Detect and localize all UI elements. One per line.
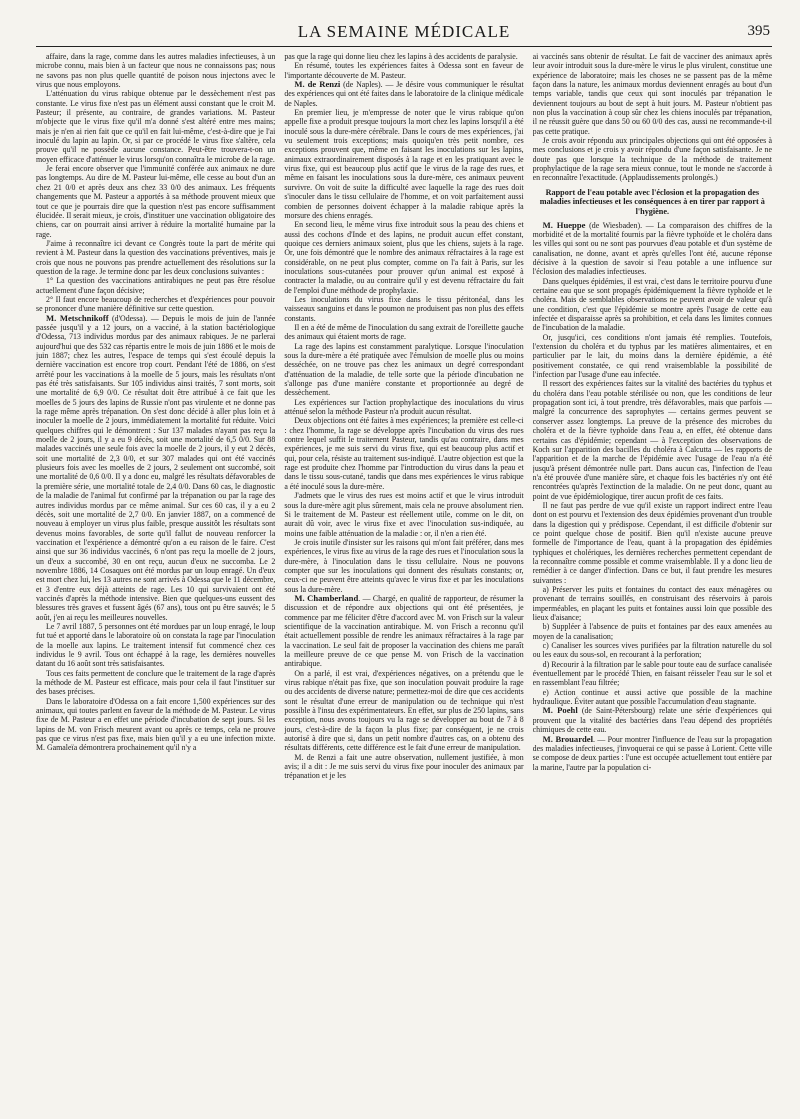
paragraph-text: affaire, dans la rage, comme dans les autres maladies infectieuses, à un microbe connu, mais bien à un facteur que nous ne connaissons pas; nous ne savons pas non plus quelle quantité de poison nous injectons avec le virus que nous employons. <box>36 52 276 90</box>
publication-title: LA SEMAINE MÉDICALE <box>297 22 511 41</box>
paragraph-text: Le 7 avril 1887, 5 personnes ont été mordues par un loup enragé, le loup fut tué et apporté dans le laboratoire où on constata la rage par l'inoculation de la moelle aux lapins. Le traitement intensif fut commencé chez ces individus le 9 avril. Tous ont échappé à la rage, les dernières nouvelles datant du 16 août sont très satisfaisantes. <box>36 621 276 669</box>
speaker-name: M. de Renzi <box>294 79 341 90</box>
paragraph <box>533 585 772 622</box>
paragraph <box>36 314 275 622</box>
paragraph <box>36 669 275 697</box>
paragraph <box>533 221 772 277</box>
paragraph <box>284 538 523 594</box>
paragraph-text: (de Wiesbaden). — La comparaison des chiffres de la morbidité et de la mortalité fournis par la fièvre typhoïde et le choléra dans les villes qui sont ou ne sont pas pourvues d'eau potable et d'un système de canalisation, ne donne, avant et après qu'elles l'ont été, aucune réponse décisive à la question de savoir si l'eau potable a une influence sur l'éclosion des maladies infectieuses. <box>532 220 772 277</box>
paragraph <box>284 80 523 108</box>
paragraph <box>533 688 772 707</box>
paragraph-text: On a parlé, il est vrai, d'expériences négatives, on a prétendu que le virus rabique n'était pas fixe, que son inoculation pouvait produire la rage ou des accidents de diverse nature; permettez-moi de dire que ces accidents sont le résultat d'une erreur de manipulation ou de technique qui n'est possible à l'insu des expérimentateurs. En effet, sur plus de 250 lapins, sans exception, nous avons toujours vu la rage se développer au bout de 7 à 8 jours, c'est-à-dire de la façon la plus fixe; par conséquent, je ne crois autorisé à dire que si, dans un petit nombre d'autres cas, on a obtenu des résultats différents, cette différence est le fait d'une erreur de manipulation. <box>284 668 524 753</box>
paragraph <box>533 501 772 585</box>
paragraph <box>533 622 772 641</box>
text-columns <box>36 52 772 1112</box>
paragraph-text: 1° La question des vaccinations antirabiques ne peut pas être résolue actuellement d'une façon décisive; <box>36 276 276 295</box>
paragraph-text: M. de Renzi a fait une autre observation, nullement justifiée, à mon avis; il a dit : Je me suis servi du virus fixe pour inoculer des animaux par trépanation et je les <box>284 752 524 781</box>
paragraph-text: e) Action continue et aussi active que possible de la machine hydraulique. Éviter autant que possible l'accumulation d'eau stagnante. <box>532 687 772 707</box>
paragraph <box>533 735 772 772</box>
paragraph-text: Tous ces faits permettent de conclure que le traitement de la rage d'après la méthode de M. Pasteur est efficace, mais pour cela il faut l'instituer sur des bases précises. <box>36 668 276 697</box>
paragraph <box>36 295 275 314</box>
paragraph-text: Or, jusqu'ici, ces conditions n'ont jamais été remplies. Toutefois, l'extension du choléra et du typhus par les matières alimentaires, et en particulier par le lait, du moins dans la dernière épidémie, a été positivement constatée, ce qui rend vraisemblable la possibilité de l'infection par l'usage d'une eau infectée. <box>532 332 772 380</box>
paragraph <box>36 276 275 295</box>
paragraph-text: J'admets que le virus des rues est moins actif et que le virus introduit sous la dure-mère agit plus sûrement, mais cela ne prouve absolument rien. Si le traitement de M. Pasteur est réellement utile, comme on le dit, on aurait dû voir, avec le virus fixe et avec l'inoculation sus-indiquée, au moins une faible atténuation de la maladie : or, il n'en a rien été. <box>284 491 524 538</box>
paragraph-text: Je crois inutile d'insister sur les raisons qui m'ont fait préférer, dans mes expériences, le virus fixe au virus de la rage des rues et l'inoculation sous la dure-mère, à l'inoculation dans le tissu cellulaire. Nous ne pouvons compter que sur les inoculations qui donnent des résultats constants; or, ceux-ci ne peuvent être atteints qu'avec le virus fixe et par les inoculations sous la dure-mère. <box>284 537 524 594</box>
paragraph <box>533 136 772 183</box>
paragraph <box>284 669 523 753</box>
paragraph-text: En premier lieu, je m'empresse de noter que le virus rabique qu'on appelle fixe a produit presque toujours la mort chez les lapins lorsqu'il a été inoculé sous la dure-mère cérébrale. Dans le cours de mes expériences, j'ai vu seulement trois exceptions; mais quoiqu'en très petit nombre, ces exceptions prouvent que, même en faisant les inoculations sur les lapins, animaux extraordinairement disposés à la rage et en les pratiquant avec le virus fixe, qui est beaucoup plus actif que le virus de la rage des rues, et même en faisant les inoculations sous la dure-mère, ces animaux peuvent survivre. On voit de suite la difficulté avec laquelle la rage des rues doit s'inoculer dans le tissu cellulaire de l'homme, et on voit parfaitement aussi combien de personnes doivent échapper à la maladie rabique après la morsure des chiens enragés. <box>284 108 524 220</box>
paragraph <box>284 295 523 323</box>
speaker-name: M. Poehl <box>542 705 578 716</box>
paragraph-text: Dans quelques épidémies, il est vrai, c'est dans le territoire pourvu d'une certaine eau que se sont propagés épidémiquement la fièvre typhoïde et le choléra. Mais de semblables observations ne peuvent avoir de valeur qu'à une condition, c'est que l'épidémie se montre après l'usage de cette eau infectée et disparaisse après sa prohibition, et cela dans les limites connues de l'incubation de la maladie. <box>532 276 772 333</box>
paragraph-text: La rage des lapins est constamment paralytique. Lorsque l'inoculation sous la dure-mère a été pratiquée avec l'émulsion de moelle plus ou moins desséchée, on ne trouve pas chez les animaux un degré correspondant d'atténuation de la maladie, de telle sorte que la période d'incubation ne s'allonge pas d'une manière constante et proportionnée au degré de dessèchement. <box>284 341 524 398</box>
paragraph <box>533 277 772 333</box>
paragraph <box>533 706 772 734</box>
paragraph <box>36 622 275 669</box>
paragraph-text: L'atténuation du virus rabique obtenue par le dessèchement n'est pas constante. Le virus fixe n'est pas un élément aussi constant que le croit M. Pasteur; il présente, au contraire, de grandes variations. M. Pasteur m'objecte que le virus fixe qu'il m'a donné s'est altéré entre mes mains; mais je n'en ai rien fait que ce qu'il en fait lui-même, c'est-à-dire que je l'ai inoculé du lapin au lapin. Or, si par ce procédé le virus fixe s'altère, cela prouve qu'il ne possède aucune constance. Peut-être trouvera-t-on un moyen efficace d'atténuer le virus lorsqu'on connaîtra le microbe de la rage. <box>36 89 276 164</box>
paragraph-text: Dans le laboratoire d'Odessa on a fait encore 1,500 expériences sur des animaux, qui toutes parlent en faveur de la méthode de M. Pasteur. Le virus fixe de M. Pasteur a en effet une période d'incubation de sept jours. Si les lapins de M. von Frisch meurent avant ou après ce temps, cela ne prouve pas que ce virus n'est pas fixe, mais bien qu'il y a eu une infection mixte. M. Gamaleïa démontrera prochainement qu'il n'y a <box>36 696 276 753</box>
paragraph <box>36 164 275 239</box>
paragraph-text: (de Saint-Pétersbourg) relate une série d'expériences qui prouvent que la vitalité des bactéries dans l'eau dépend des propriétés chimiques de cette eau. <box>532 706 772 735</box>
paragraph <box>284 61 523 80</box>
paragraph-text: Il ne faut pas perdre de vue qu'il existe un rapport indirect entre l'eau dont on est pourvu et l'extension des deux épidémies provenant d'un trouble dans la digestion qui y prédispose. Cependant, il est difficile d'obtenir sur ce point quelque chose de positif. Bien qu'il n'existe aucune preuve formelle de l'importance de l'eau, quant à la propagation des épidémies typhiques et cholériques, les dernières recherches permettent cependant de la reconnaître comme possible et comme vraisemblable. Il y a donc lieu de remédier à ce danger d'infection. Dans ce but, il faut prendre les mesures suivantes : <box>532 500 772 585</box>
paragraph <box>284 398 523 417</box>
paragraph-text: . — Pour montrer l'influence de l'eau sur la propagation des maladies infectieuses, j'invoquerai ce qui se passe à Lorient. Cette ville se compose de deux parties : l'une est occupée actuellement tout entière par la marine, l'autre par la population ci- <box>532 734 772 772</box>
speaker-name: M. Chamberland <box>294 592 359 603</box>
page-header <box>36 16 772 47</box>
paragraph-text: Je crois avoir répondu aux principales objections qui ont été opposées à mes conclusions et je crois y avoir répondu d'une façon satisfaisante. Je ne doute pas que lorsque la technique de la méthode de traitement prophylactique de la rage sera mieux connue, tout le monde ne s'accorde à en reconnaître l'exactitude. (Applaudissements prolongés.) <box>532 136 772 183</box>
paragraph-text: d) Recourir à la filtration par le sable pour toute eau de surface canalisée éventuellement par le procédé Thien, en faisant réisseler l'eau sur le sol et en rassemblant l'eau filtrée; <box>532 659 772 688</box>
paragraph <box>533 333 772 380</box>
paragraph <box>533 379 772 500</box>
paragraph <box>36 89 275 164</box>
paragraph <box>284 594 523 669</box>
column-left <box>36 52 275 1112</box>
paragraph-text: a) Préserver les puits et fontaines du contact des eaux ménagères ou provenant de terrains souillés, en construisant des réservoirs à parois imperméables, en plaçant les puits et fontaines aussi loin que possible des lieux d'aisance; <box>532 585 772 623</box>
paragraph-text: b) Suppléer à l'absence de puits et fontaines par des eaux amenées au moyen de la canalisation; <box>532 622 772 641</box>
paragraph <box>533 660 772 688</box>
paragraph-text: En second lieu, le même virus fixe introduit sous la peau des chiens et aussi des cochons d'Inde et des lapins, ne produit aucun effet constant, quoique ces derniers animaux soient, plus que les chiens, sujets à la rage. Or, une fois démontré que le nombre des animaux réfractaires à la rage est considérable, on ne peut plus compter, comme on l'a fait à Paris, sur les inoculations sous-cutanées pour prouver qu'un animal est exposé à contracter la maladie, ou au contraire qu'il y est devenu réfractaire du fait de l'emploi d'une méthode de prophylaxie. <box>284 220 524 295</box>
paragraph <box>36 239 275 276</box>
paragraph-text: pas que la rage qui donne lieu chez les lapins à des accidents de paralysie. <box>284 52 518 61</box>
speaker-name: M. Metschnikoff <box>46 312 109 323</box>
paragraph-text: 2° Il faut encore beaucoup de recherches et d'expériences pour pouvoir se prononcer d'une manière définitive sur cette question. <box>36 294 276 314</box>
column-right <box>533 52 772 1112</box>
section-heading: Rapport de l'eau potable avec l'éclosion et la propagation des maladies infectieuses et les conséquences à en tirer par rapport à l'hygiène. <box>539 187 765 216</box>
paragraph <box>284 753 523 781</box>
paragraph-text: Deux objections ont été faites à mes expériences; la première est celle-ci : chez l'homme, la rage se développe après l'incubation du virus des rues contre lequel suffit le traitement Pasteur, tandis qu'au contraire, dans mes expériences, je me suis servi du virus fixe, qui est beaucoup plus actif et qui, pour cela, résiste au traitement sus-indiqué. L'autre objection est que la rage est produite chez l'homme par l'introduction du virus dans la peau et dans le tissu sous-cutané, tandis que dans mes expériences le virus rabique a été inoculé sous la dure-mère. <box>284 416 524 491</box>
paragraph-text: ai vaccinés sans obtenir de résultat. Le fait de vacciner des animaux après leur avoir introduit sous la dure-mère le virus le plus virulent, constitue une expérience de laboratoire; mais les choses ne se passent pas de la même façon dans la nature, les animaux mordus deviennent enragés au bout d'un temps variable, tandis que ceux qui sont inoculés par trépanation le deviennent toujours au bout de sept à huit jours. M. Pasteur n'obtient pas non plus la vaccination à coup sûr chez les chiens inoculés par trépanation, il ne réussit guère que dans 50 ou 60 0/0 des cas, aussi ne recommande-t-il pas cette pratique. <box>532 52 772 136</box>
column-middle <box>284 52 523 1112</box>
paragraph-text: (d'Odessa). — Depuis le mois de juin de l'année passée jusqu'il y a 12 jours, on a vacciné, à la station bactériologique d'Odessa, 713 individus mordus par des animaux rabiques. Je ne parlerai aujourd'hui que des 532 cas répartis entre le mois de juin 1886 et le mois de juin 1887; chez les autres, l'espace de temps qui s'est écoulé depuis la dernière vaccination est encore trop court. Pendant l'été de 1886, on s'est arrêté pour les vaccinations à la moelle de 5 jours, mais les résultats n'ont pas été très satisfaisants. Sur 105 individus ainsi traités, 7 sont morts, soit une mortalité de 6,9 0/0. Ce résultat doit être attribué à ce fait que les moelles de 5 jours des lapins de Russie n'ont pas virulente et ne donne pas la rage même après trépanation. On s'est donc décidé à aller plus loin et à inoculer la moelle de 2 jours, immédiatement la mortalité fut réduite. Voici quelques chiffres qui le démontrent : Sur 137 malades n'ayant pas reçu la moelle de 2 jours, il y a eu 9 décès, soit une mortalité de 6,5 0/0. Sur 88 malades vaccinés une seule fois avec la moelle de 2 jours, il y eut 2 décès, soit une mortalité de 2,3 0/0, et sur 307 malades qui ont été vaccinés plusieurs fois avec les moelles de 2 jours, 2 seulement ont succombé, soit une mortalité de 0,6 0/0. Il y a donc eu, malgré les résultats défavorables de la première série, une mortalité totale de 2,4 0/0. Dans 60 cas, le diagnostic de la maladie de l'animal fut confirmé par la trépanation ou par la rage des autres individus mordus par ce même animal. Sur ces 60 cas, il y a eu 2 décès, soit une mortalité de 2,7 0/0. En janvier 1887, on a commencé de nouveau à employer un virus plus faible, presque aussitôt les résultats sont devenus moins favorables, de sorte qu'il fallut de nouveau renforcer la vaccination et l'expérience a démontré qu'on a eu raison de le faire. C'est ainsi que sur 36 individus vaccinés, 6 n'ont pas reçu la moelle de 2 jours, un d'eux a succombé, 30 en ont reçu, aucun d'eux ne succomba. Le 2 novembre 1886, 14 Cosaques ont été mordus par un loup enragé. Un d'eux est mort chez lui, les 13 autres ne sont arrivés à Odessa que le 11 décembre, et 3 d'entre eux déjà atteints de rage. Les 10 qui survivaient ont été vaccinés d'après la méthode intensive. Bien que quelques-uns eussent des blessures très graves et fussent âgés (67 ans), tous ont pu être sauvés; le 5 août, j'en ai reçu les meilleures nouvelles. <box>36 313 276 622</box>
page-number: 395 <box>747 23 770 39</box>
paragraph <box>533 52 772 136</box>
paragraph-text: Les inoculations du virus fixe dans le tissu péritonéal, dans les vaisseaux sanguins et dans le poumon ne produisent pas non plus des effets constants. <box>284 294 524 323</box>
speaker-name: M. Hueppe <box>542 219 586 230</box>
paragraph-text: En résumé, toutes les expériences faites à Odessa sont en faveur de l'importante découverte de M. Pasteur. <box>284 61 524 80</box>
paragraph-text: Il en a été de même de l'inoculation du sang extrait de l'oreillette gauche des animaux qui étaient morts de rage. <box>284 322 524 342</box>
paragraph <box>36 697 275 753</box>
paragraph-text: Il ressort des expériences faites sur la vitalité des bactéries du typhus et du choléra dans l'eau potable stérilisée ou non, que les conditions de leur propagation sont ici, à tout prendre, très défavorables, mais que parfois — malgré la concurrence des saprophytes — certains germes peuvent se conserver assez longtemps. La preuve de la présence des microbes du choléra et de la fièvre typhoïde dans l'eau a, en effet, été obtenue dans certains cas d'épidémie; cependant — à l'exception des observations de Koch sur l'apparition des bacilles du choléra à Calcutta — les rapports de l'apparition et de la marche de l'épidémie avec l'usage de l'eau n'a été jusqu'à présent démontrée nulle part. Dans aucun cas, l'infection de l'eau n'a été prouvée d'une manière sûre, et chaque fois les bactéries n'y ont été rencontrées qu'après l'extinction de la maladie. On ne peut donc, quant au point de vue épidémiologique, tirer aucun profit de ces faits. <box>532 379 772 501</box>
paragraph-text: (de Naples). — Je désire vous communiquer le résultat des expériences qui ont été faites dans le laboratoire de la clinique médicale de Naples. <box>284 80 524 108</box>
paragraph <box>284 108 523 220</box>
paragraph <box>284 491 523 538</box>
paragraph <box>284 416 523 491</box>
paragraph <box>533 641 772 660</box>
paragraph <box>284 52 523 61</box>
paragraph-text: J'aime à reconnaître ici devant ce Congrès toute la part de mérite qui revient à M. Pasteur dans la question des vaccinations préventives, mais je crois que nous ne pouvons pas prendre actuellement des résolutions sur la question de la rage. Je termine donc par les deux conclusions suivantes : <box>36 238 276 276</box>
paragraph <box>36 52 275 89</box>
paragraph-text: Je ferai encore observer que l'immunité conférée aux animaux ne dure pas longtemps. Au dire de M. Pasteur lui-même, elle cesse au bout d'un an chez 21 0/0 et après deux ans chez 33 0/0 des animaux. Les fréquents changements que M. Pasteur a apportés à sa méthode prouvent mieux que tout ce que je pourrais dire que la question n'est pas encore suffisamment élucidée. Il serait mieux, je crois, d'instituer une vaccination obligatoire des chiens, car on pourrait ainsi arriver à réduire la mortalité humaine par la rage. <box>36 164 276 239</box>
paragraph-text: c) Canaliser les sources vives purifiées par la filtration naturelle du sol ou les eaux du sous-sol, en recourant à la perforation; <box>532 641 772 660</box>
paragraph <box>284 220 523 295</box>
paragraph <box>284 342 523 398</box>
paragraph-text: . — Chargé, en qualité de rapporteur, de résumer la discussion et de répondre aux objections qui ont été présentées, je commence par me féliciter d'être d'accord avec M. von Frisch sur la valeur scientifique de la vaccination antirabique. M. von Frisch a reconnu qu'il était actuellement possible de rendre les animaux réfractaires à la rage par la vaccination. Le seul fait de proposer la vaccination des chiens me paraît la meilleure preuve de ce que pense M. von Frisch de la vaccination antirabique. <box>284 593 524 669</box>
paragraph <box>284 323 523 342</box>
paragraph-text: Les expériences sur l'action prophylactique des inoculations du virus atténué selon la méthode Pasteur n'a produit aucun résultat. <box>284 397 524 417</box>
speaker-name: M. Brouardel <box>542 733 594 744</box>
